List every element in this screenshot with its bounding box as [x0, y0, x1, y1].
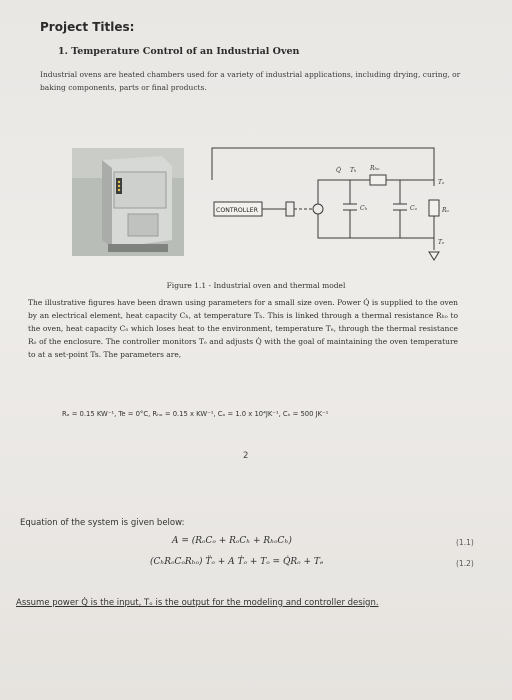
te-label: Tₑ	[438, 239, 445, 246]
section-heading: 1. Temperature Control of an Industrial Oven	[58, 46, 300, 57]
parameter-values: Rₒ = 0.15 KW⁻¹, Te = 0°C, Rₕₒ = 0.15 x KW⁻¹, Cₒ = 1.0 x 10⁴JK⁻¹, Cₕ = 500 JK⁻¹	[62, 410, 329, 418]
intro-paragraph: Industrial ovens are heated chambers used for a variety of industrial applications, including drying, curing, or baking components, parts or final products.	[40, 70, 461, 92]
body-paragraph: The illustrative figures have been drawn using parameters for a small size oven. Power Q̇ is supplied to the oven by an electrical element, heat capacity Cₕ, at temperature Tₕ. This is linked through a thermal resistance Rₕₒ to the oven, heat capacity Cₒ which loses heat to the environment, temperature Tₑ, through the thermal resistance Rₒ of the enclosure. The controller monitors Tₒ and adjusts Q̇ with the goal of maintaining the oven temperature to at a set-point Ts. The parameters are,	[28, 298, 458, 359]
co-label: Cₒ	[410, 205, 417, 212]
thermal-model-schematic	[200, 144, 450, 270]
to-label: Tₒ	[438, 179, 445, 186]
figure-caption: Figure 1.1 - Industrial oven and thermal model	[166, 281, 346, 290]
oven-photo	[72, 148, 184, 256]
th-label: Tₕ	[350, 167, 357, 174]
controller-label: CONTROLLER	[216, 207, 258, 214]
q-label: Q̇	[336, 167, 341, 174]
rho-label: Rₕₒ	[370, 165, 380, 172]
assumption-note: Assume power Q̇ is the input, Tₒ is the output for the modeling and controller design.	[16, 598, 379, 608]
page-number: 2	[243, 451, 249, 461]
equation-1-number: (1.1)	[456, 538, 474, 547]
page-title: Project Titles:	[40, 20, 135, 34]
equation-1: A = (RₒCₒ + RₒCₕ + RₕₒCₕ)	[172, 536, 292, 546]
ro-label: Rₒ	[442, 207, 449, 214]
equation-2-number: (1.2)	[456, 559, 474, 568]
equation-intro: Equation of the system is given below:	[20, 518, 185, 528]
ch-label: Cₕ	[360, 205, 368, 212]
oven-illustration	[72, 148, 184, 256]
equation-2: (CₕRₒCₒRₕₒ) T̈ₒ + A Ṫₒ + Tₒ = Q̇Rₒ + Tₑ	[150, 557, 324, 567]
